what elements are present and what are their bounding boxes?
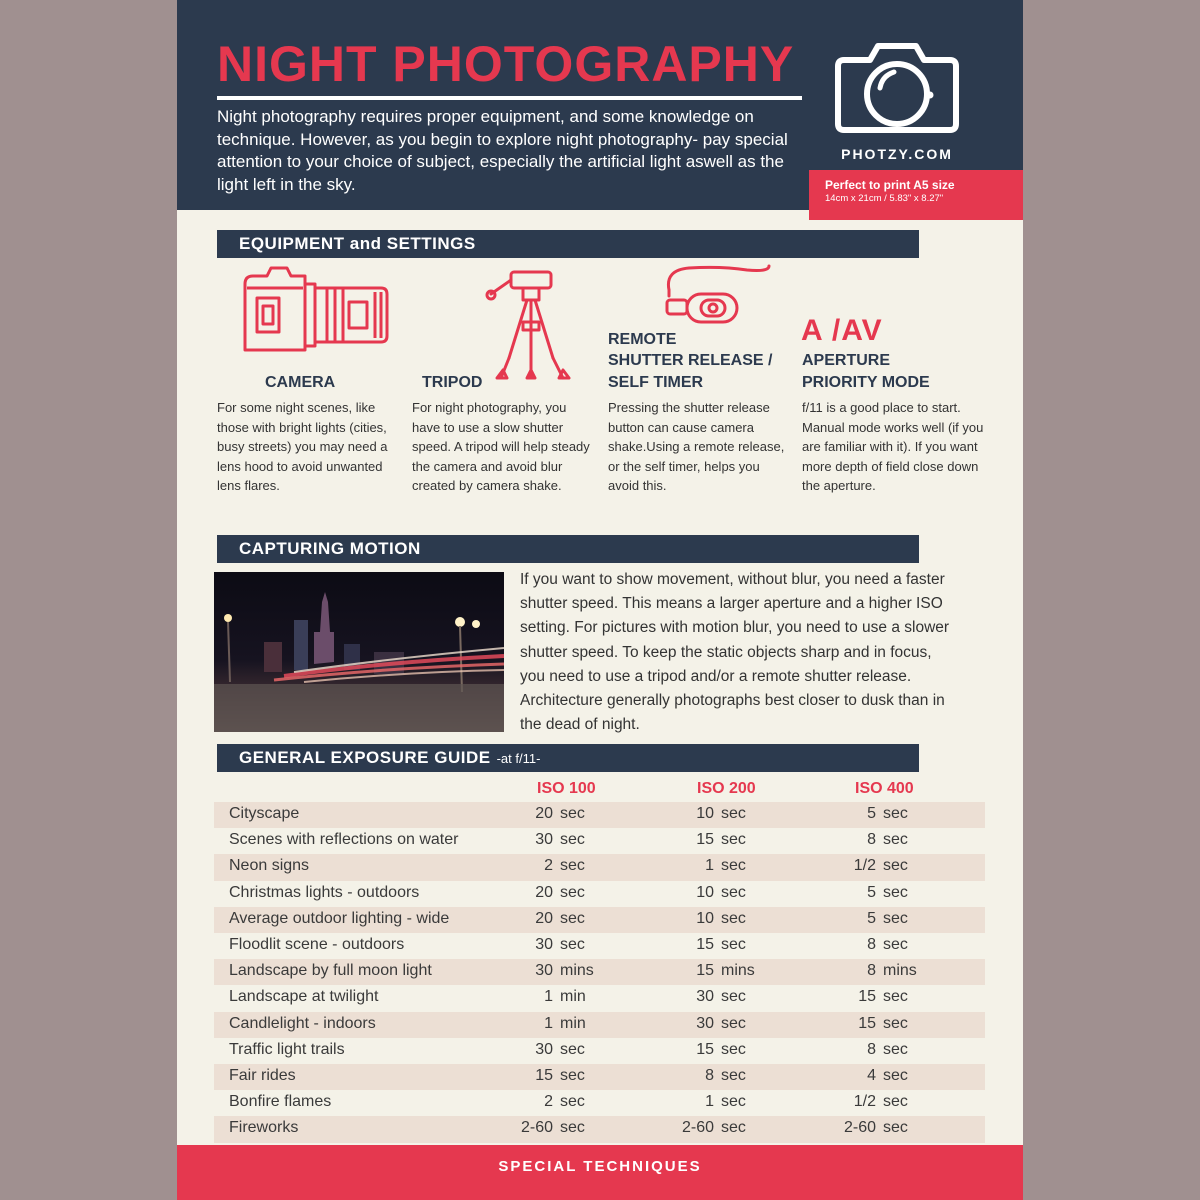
column-header-iso-100: ISO 100 bbox=[537, 780, 596, 797]
table-row bbox=[214, 854, 985, 880]
exposure-value: 30 bbox=[535, 1040, 553, 1058]
exposure-unit: sec bbox=[721, 805, 746, 822]
night-city-photo bbox=[214, 572, 504, 732]
print-size-dimensions: 14cm x 21cm / 5.83" x 8.27" bbox=[825, 193, 944, 204]
equipment-body-camera: For some night scenes, like those with bright lights (cities, busy streets) you may need a lens hood to avoid unwanted lens flares. bbox=[217, 400, 388, 493]
exposure-unit: sec bbox=[721, 883, 746, 901]
exposure-unit: sec bbox=[721, 831, 746, 849]
exposure-value: 15 bbox=[696, 1040, 714, 1058]
exposure-value: 1 bbox=[705, 1093, 714, 1111]
exposure-unit: min bbox=[560, 988, 586, 1006]
exposure-value: 8 bbox=[867, 1040, 876, 1058]
exposure-value: 8 bbox=[867, 962, 876, 980]
exposure-heading bbox=[217, 744, 919, 772]
exposure-unit: sec bbox=[721, 988, 746, 1006]
exposure-unit: sec bbox=[721, 1014, 746, 1032]
cheat-sheet-page bbox=[177, 0, 1023, 1200]
exposure-unit: sec bbox=[560, 1119, 585, 1137]
equipment-body-remote: Pressing the shutter release button can cause camera shake.Using a remote release, or the self timer, helps you avoid this. bbox=[608, 400, 785, 493]
exposure-unit: mins bbox=[883, 962, 917, 980]
exposure-value: 8 bbox=[705, 1067, 714, 1084]
exposure-value: 20 bbox=[535, 805, 553, 822]
exposure-value: 1 bbox=[705, 857, 714, 875]
row-label: Bonfire flames bbox=[229, 1093, 332, 1111]
exposure-value: 30 bbox=[535, 962, 553, 980]
exposure-unit: sec bbox=[721, 1040, 746, 1058]
exposure-unit: sec bbox=[883, 857, 908, 875]
equipment-title-aperture-line1: APERTURE bbox=[802, 352, 891, 369]
table-row bbox=[214, 959, 985, 985]
table-row bbox=[214, 1116, 985, 1142]
brand-name: PHOTZY.COM bbox=[841, 146, 953, 162]
equipment-title-remote-line2: SHUTTER RELEASE / bbox=[608, 352, 773, 369]
exposure-value: 2 bbox=[544, 1093, 553, 1111]
footer-bar bbox=[177, 1145, 1023, 1200]
exposure-unit: sec bbox=[721, 1067, 746, 1084]
print-size-title: Perfect to print A5 size bbox=[825, 178, 955, 192]
exposure-unit: sec bbox=[721, 936, 746, 953]
exposure-unit: sec bbox=[721, 1093, 746, 1111]
motion-heading-label: CAPTURING MOTION bbox=[239, 539, 421, 558]
exposure-value: 20 bbox=[535, 883, 553, 901]
exposure-value: 15 bbox=[696, 962, 714, 980]
exposure-unit: mins bbox=[560, 962, 594, 980]
tripod-icon bbox=[483, 266, 583, 390]
exposure-unit: sec bbox=[560, 936, 585, 953]
equipment-title-remote-line1: REMOTE bbox=[608, 331, 677, 348]
exposure-value: 15 bbox=[696, 936, 714, 953]
exposure-value: 1 bbox=[544, 1014, 553, 1032]
row-label: Scenes with reflections on water bbox=[229, 831, 459, 849]
exposure-value: 8 bbox=[867, 936, 876, 953]
exposure-heading-label: GENERAL EXPOSURE GUIDE bbox=[239, 748, 491, 767]
motion-description: If you want to show movement, without blur, you need a faster shutter speed. This means a larger aperture and a higher ISO setting. For pictures with motion blur, you need to use a slower shutter speed. To keep the static objects sharp and in focus, you need to use a tripod and/or a remote shutter release. Architecture generally photographs best closer to dusk than in the dead of night. bbox=[520, 571, 950, 734]
column-header-iso-200: ISO 200 bbox=[697, 780, 756, 797]
exposure-value: 20 bbox=[535, 909, 553, 927]
exposure-unit: min bbox=[560, 1014, 586, 1032]
exposure-value: 5 bbox=[867, 909, 876, 927]
table-row bbox=[214, 802, 985, 828]
exposure-unit: sec bbox=[883, 1040, 908, 1058]
page-title: NIGHT PHOTOGRAPHY bbox=[217, 36, 795, 92]
exposure-unit: sec bbox=[883, 883, 908, 901]
equipment-heading bbox=[217, 230, 919, 258]
equipment-body-aperture: f/11 is a good place to start. Manual mode works well (if you are familiar with it). If you want more depth of field close down the aperture. bbox=[802, 400, 984, 493]
row-label: Landscape at twilight bbox=[229, 988, 379, 1006]
remote-shutter-icon bbox=[661, 262, 779, 332]
exposure-unit: mins bbox=[721, 962, 755, 980]
exposure-value: 30 bbox=[535, 936, 553, 953]
camera-logo-icon bbox=[832, 38, 962, 136]
print-size-badge bbox=[809, 170, 1023, 220]
exposure-unit: sec bbox=[560, 1093, 585, 1111]
exposure-value: 30 bbox=[535, 831, 553, 849]
exposure-value: 1/2 bbox=[853, 1093, 876, 1111]
exposure-value: 30 bbox=[696, 988, 714, 1006]
intro-text: Night photography requires proper equipment, and some knowledge on technique. However, as you begin to explore night photography- pay special attention to your choice of subject, especially the artificial light aswell as the light left in the sky. bbox=[217, 107, 788, 194]
exposure-unit: sec bbox=[883, 805, 908, 822]
table-row bbox=[214, 881, 985, 907]
exposure-value: 8 bbox=[867, 831, 876, 849]
exposure-value: 15 bbox=[858, 1014, 876, 1032]
equipment-body-tripod: For night photography, you have to use a slow shutter speed. A tripod will help steady the camera and avoid blur created by camera shake. bbox=[412, 400, 590, 493]
column-header-iso-400: ISO 400 bbox=[855, 780, 914, 797]
equipment-title-camera: CAMERA bbox=[265, 374, 336, 391]
table-row bbox=[214, 828, 985, 854]
exposure-value: 1/2 bbox=[853, 857, 876, 875]
exposure-value: 10 bbox=[696, 883, 714, 901]
exposure-unit: sec bbox=[883, 1014, 908, 1032]
exposure-unit: sec bbox=[560, 831, 585, 849]
row-label: Floodlit scene - outdoors bbox=[229, 936, 405, 953]
table-row bbox=[214, 1038, 985, 1064]
table-row bbox=[214, 1090, 985, 1116]
exposure-unit: sec bbox=[560, 883, 585, 901]
exposure-value: 5 bbox=[867, 805, 876, 822]
exposure-unit: sec bbox=[721, 1119, 746, 1137]
exposure-unit: sec bbox=[883, 988, 908, 1006]
exposure-value: 2-60 bbox=[843, 1119, 876, 1137]
exposure-value: 15 bbox=[696, 831, 714, 849]
exposure-unit: sec bbox=[883, 909, 908, 927]
table-row bbox=[214, 1064, 985, 1090]
exposure-unit: sec bbox=[883, 936, 908, 953]
table-row bbox=[214, 907, 985, 933]
exposure-subheading: -at f/11- bbox=[496, 751, 541, 766]
exposure-unit: sec bbox=[883, 831, 908, 849]
row-label: Average outdoor lighting - wide bbox=[229, 909, 450, 927]
exposure-value: 30 bbox=[696, 1014, 714, 1032]
exposure-value: 2-60 bbox=[681, 1119, 714, 1137]
table-row bbox=[214, 985, 985, 1011]
exposure-unit: sec bbox=[883, 1093, 908, 1111]
table-row bbox=[214, 933, 985, 959]
equipment-title-remote-line3: SELF TIMER bbox=[608, 374, 704, 391]
exposure-unit: sec bbox=[560, 909, 585, 927]
exposure-value: 10 bbox=[696, 805, 714, 822]
table-row bbox=[214, 1012, 985, 1038]
title-underline bbox=[217, 96, 802, 100]
exposure-value: 4 bbox=[867, 1067, 876, 1084]
exposure-value: 15 bbox=[858, 988, 876, 1006]
exposure-value: 5 bbox=[867, 883, 876, 901]
exposure-unit: sec bbox=[721, 857, 746, 875]
exposure-unit: sec bbox=[560, 857, 585, 875]
equipment-heading-label: EQUIPMENT and SETTINGS bbox=[239, 234, 476, 253]
equipment-title-aperture-line2: PRIORITY MODE bbox=[802, 374, 930, 391]
row-label: Fireworks bbox=[229, 1119, 299, 1137]
exposure-value: 10 bbox=[696, 909, 714, 927]
motion-heading bbox=[217, 535, 919, 563]
exposure-value: 1 bbox=[544, 988, 553, 1006]
camera-icon bbox=[239, 264, 391, 356]
equipment-title-tripod: TRIPOD bbox=[422, 374, 483, 391]
row-label: Cityscape bbox=[229, 805, 300, 822]
exposure-value: 2-60 bbox=[520, 1119, 553, 1137]
row-label: Traffic light trails bbox=[229, 1040, 345, 1058]
exposure-unit: sec bbox=[883, 1119, 908, 1137]
exposure-unit: sec bbox=[721, 909, 746, 927]
aperture-mode-symbol: A /AV bbox=[801, 314, 883, 347]
row-label: Landscape by full moon light bbox=[229, 962, 432, 980]
row-label: Candlelight - indoors bbox=[229, 1014, 376, 1032]
exposure-unit: sec bbox=[883, 1067, 908, 1084]
row-label: Christmas lights - outdoors bbox=[229, 883, 420, 901]
exposure-unit: sec bbox=[560, 1040, 585, 1058]
row-label: Fair rides bbox=[229, 1067, 296, 1084]
exposure-unit: sec bbox=[560, 1067, 585, 1084]
exposure-value: 2 bbox=[544, 857, 553, 875]
exposure-value: 15 bbox=[535, 1067, 553, 1084]
exposure-unit: sec bbox=[560, 805, 585, 822]
row-label: Neon signs bbox=[229, 857, 310, 875]
footer-label: SPECIAL TECHNIQUES bbox=[498, 1158, 702, 1175]
